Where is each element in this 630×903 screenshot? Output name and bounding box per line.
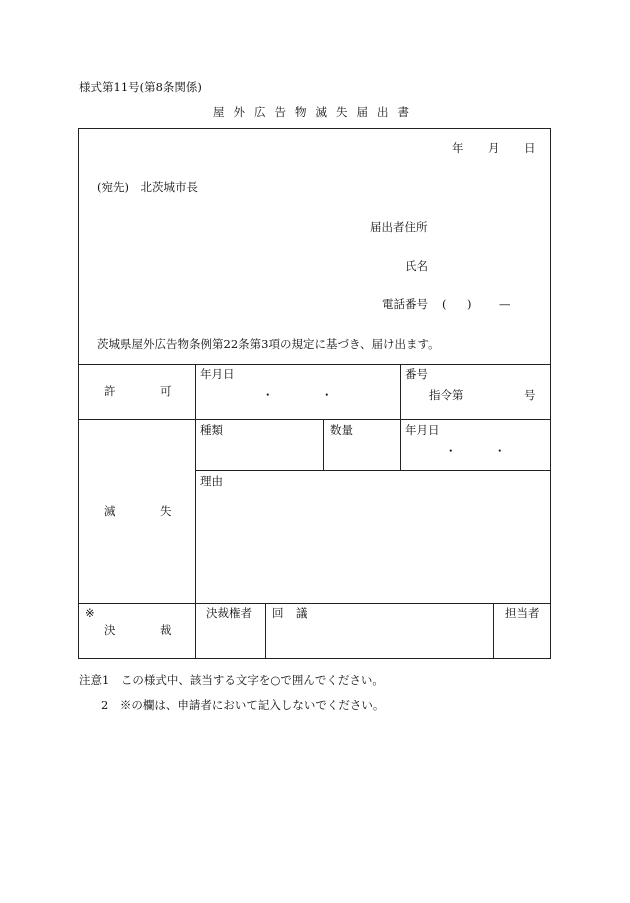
applicant-name-label: 氏名 bbox=[405, 259, 428, 273]
note-1: 注意1 この様式中、該当する文字を○で囲んでください。 bbox=[79, 673, 384, 687]
date-year-label: 年 bbox=[452, 141, 464, 155]
loss-label-second: 失 bbox=[160, 504, 172, 518]
divider-type-quantity bbox=[323, 419, 324, 470]
note-2: 2 ※の欄は、申請者において記入しないでください。 bbox=[101, 698, 385, 712]
loss-date-dot-1: ・ bbox=[445, 444, 457, 458]
divider-decision bbox=[79, 603, 550, 604]
divider-loss-row bbox=[195, 470, 550, 471]
phone-dash: — bbox=[499, 297, 511, 311]
decision-authority-label: 決裁権者 bbox=[206, 606, 252, 620]
divider-staff bbox=[493, 603, 494, 658]
addressee: (宛先) 北茨城市長 bbox=[97, 180, 198, 194]
loss-reason-label: 理由 bbox=[200, 474, 223, 488]
date-day-label: 日 bbox=[524, 141, 536, 155]
divider-permit bbox=[79, 419, 550, 420]
statement: 茨城県屋外広告物条例第22条第3項の規定に基づき、届け出ます。 bbox=[97, 337, 440, 351]
permit-label-second: 可 bbox=[160, 384, 172, 398]
permit-number-suffix: 号 bbox=[524, 388, 536, 402]
applicant-address-label: 届出者住所 bbox=[370, 220, 428, 234]
divider-top-section bbox=[79, 364, 550, 365]
loss-quantity-label: 数量 bbox=[330, 423, 353, 437]
divider-quantity-date bbox=[400, 419, 401, 470]
loss-date-label: 年月日 bbox=[405, 423, 440, 437]
permit-date-label: 年月日 bbox=[200, 367, 235, 381]
loss-label-first: 滅 bbox=[104, 504, 116, 518]
phone-paren-open: ( bbox=[442, 297, 447, 311]
divider-label-column bbox=[195, 364, 196, 658]
decision-review-second: 議 bbox=[296, 606, 308, 620]
phone-paren-close: ) bbox=[467, 297, 472, 311]
date-month-label: 月 bbox=[488, 141, 500, 155]
decision-mark: ※ bbox=[85, 606, 95, 620]
divider-permit-number bbox=[400, 364, 401, 419]
loss-type-label: 種類 bbox=[200, 423, 223, 437]
document-title: 屋外広告物滅失届出書 bbox=[213, 105, 418, 119]
divider-authority bbox=[265, 603, 266, 658]
decision-label-second: 裁 bbox=[160, 623, 172, 637]
decision-label-first: 決 bbox=[104, 623, 116, 637]
form-number: 様式第11号(第8条関係) bbox=[79, 80, 202, 94]
permit-date-dot-1: ・ bbox=[262, 388, 274, 402]
permit-number-label: 番号 bbox=[405, 367, 428, 381]
permit-label-first: 許 bbox=[104, 384, 116, 398]
decision-review-first: 回 bbox=[272, 606, 284, 620]
permit-number-prefix: 指令第 bbox=[429, 388, 464, 402]
notification-form bbox=[78, 128, 551, 659]
decision-staff-label: 担当者 bbox=[505, 606, 540, 620]
applicant-phone-label: 電話番号 bbox=[382, 297, 428, 311]
permit-date-dot-2: ・ bbox=[321, 388, 333, 402]
loss-date-dot-2: ・ bbox=[494, 444, 506, 458]
